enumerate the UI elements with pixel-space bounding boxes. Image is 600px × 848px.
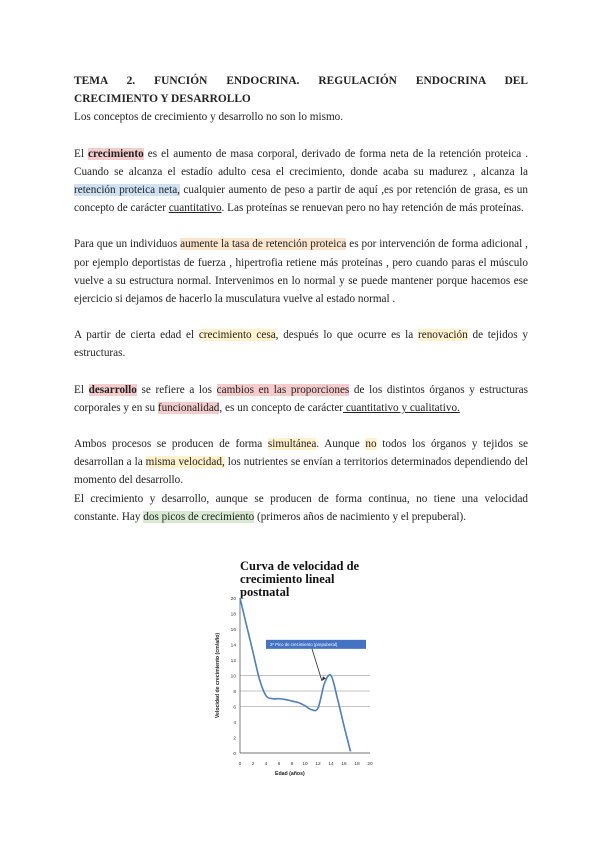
paragraph-desarrollo: El desarrollo se refiere a los cambios en las proporciones de los distintos órganos y estructuras corporales y en su funcionalidad, es un concepto de carácter cuantitativo y cualitativo. (74, 383, 528, 414)
highlight-funcionalidad: funcionalidad (157, 401, 220, 414)
paragraph-picos: El crecimiento y desarrollo, aunque se producen de forma continua, no tiene una velocidad constante. Hay dos picos de crecimiento (primeros años de nacimiento y el prepuberal). (74, 492, 528, 523)
y-tick-label: 0 (233, 752, 236, 757)
paragraph-simultanea: Ambos procesos se producen de forma simultánea. Aunque no todos los órganos y tejidos se desarrollan a la misma velocidad, los nutrientes se envían a territorios determinados dependiendo del momento del desarrollo. (74, 438, 528, 487)
highlight-crecimiento: crecimiento (88, 147, 144, 160)
y-tick-label: 16 (230, 628, 236, 633)
paragraph-cesa: A partir de cierta edad el crecimiento cesa, después lo que ocurre es la renovación de tejidos y estructuras. (74, 329, 528, 360)
x-tick-label: 0 (238, 762, 242, 767)
paragraph-retencion: Para que un individuos aumente la tasa de retención proteica es por intervención de forma adicional , por ejemplo deportistas de fuerza , hipertrofia retiene más proteínas , pero cuando paras el músculo vuelve a su estructura normal. Intervenimos en lo normal y se puede mantener porque hacemos ese ejercicio si dejamos de hacerlo la musculatura vuelve al estado normal . (74, 238, 528, 306)
annotation-label: 2º Pico de crecimiento (prepuberal) (270, 642, 338, 648)
highlight-retencion-neta: retención proteica neta, (74, 184, 180, 197)
y-tick-label: 8 (233, 690, 236, 695)
annotation-arrow (312, 649, 322, 681)
growth-chart (204, 560, 374, 790)
y-axis-label: Velocidad de crecimiento (cm/año) (215, 632, 221, 719)
x-tick-label: 16 (341, 762, 347, 767)
highlight-aumente-tasa: aumente la tasa de retención proteica (180, 238, 347, 251)
document-title (74, 72, 528, 108)
highlight-simultanea: simultánea (267, 438, 317, 451)
chart-svg (204, 560, 374, 790)
highlight-misma-velocidad: misma velocidad, (145, 456, 225, 469)
x-tick-label: 18 (354, 762, 360, 767)
y-tick-label: 12 (230, 659, 236, 664)
x-tick-label: 10 (302, 762, 308, 767)
x-tick-label: 12 (315, 762, 321, 767)
x-tick-label: 4 (264, 762, 268, 767)
chart-title: Curva de velocidad de crecimiento lineal postnatal (240, 559, 360, 599)
x-tick-label: 14 (328, 762, 334, 767)
highlight-crecimiento-cesa: crecimiento cesa (198, 329, 276, 342)
x-tick-label: 2 (251, 762, 255, 767)
highlight-dos-picos: dos picos de crecimiento (143, 510, 255, 523)
y-tick-label: 20 (230, 597, 236, 602)
y-tick-label: 6 (233, 705, 236, 711)
y-tick-label: 14 (230, 643, 236, 649)
x-tick-label: 8 (290, 762, 294, 767)
paragraph-crecimiento: El crecimiento es el aumento de masa corporal, derivado de forma neta de la retención proteica . Cuando se alcanza el estadío adulto cesa el crecimiento, donde acaba su madurez , alcanza la retención proteica neta, cualquier aumento de peso a partir de aquí ,es por retención de grasa, es un concepto de carácter cuantitativo. Las proteínas se renuevan pero no hay retención de más proteínas. (74, 147, 528, 215)
y-tick-label: 18 (230, 612, 236, 618)
x-tick-label: 6 (277, 762, 281, 767)
x-tick-label: 20 (367, 762, 373, 767)
highlight-no: no (365, 438, 377, 451)
intro-paragraph: Los conceptos de crecimiento y desarrollo no son lo mismo. (74, 111, 344, 124)
highlight-cambios-proporciones: cambios en las proporciones (216, 383, 350, 396)
underline-cuantitativo: cuantitativo (168, 202, 222, 215)
title-line-2: CRECIMIENTO Y DESARROLLO (74, 93, 251, 106)
y-tick-label: 4 (233, 721, 236, 726)
y-tick-label: 2 (233, 736, 236, 742)
series-line (240, 598, 351, 751)
highlight-desarrollo: desarrollo (88, 383, 137, 396)
y-tick-label: 10 (230, 674, 236, 680)
document-body (74, 72, 528, 526)
highlight-renovacion: renovación (418, 329, 468, 342)
underline-cuantitativo-cualitativo: cuantitativo y cualitativo. (343, 401, 460, 414)
title-line-1: TEMA 2. FUNCIÓN ENDOCRINA. REGULACIÓN ENDOCRINA DEL (74, 75, 528, 87)
x-axis-label: Edad (años) (275, 771, 305, 777)
